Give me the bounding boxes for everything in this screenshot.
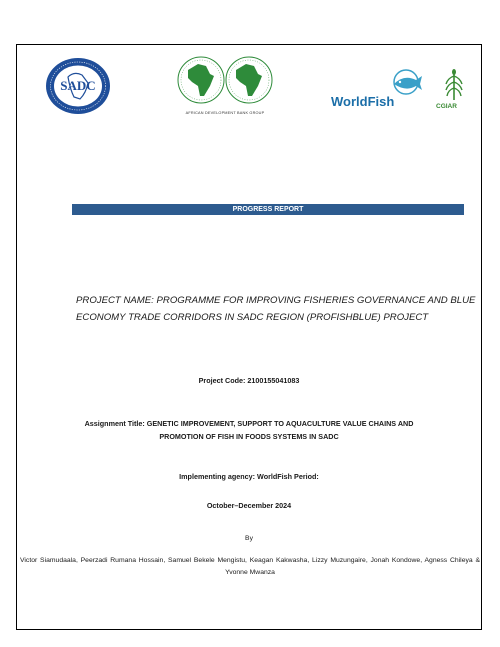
progress-report-banner: PROGRESS REPORT (72, 204, 464, 215)
cgiar-wheat-icon (442, 68, 466, 102)
by-label: By (245, 535, 253, 542)
assignment-title-line2: PROMOTION OF FISH IN FOODS SYSTEMS IN SADC (159, 432, 339, 441)
project-code: Project Code: 2100155041083 (198, 376, 300, 385)
implementing-agency: Implementing agency: WorldFish Period: (179, 472, 319, 481)
afdb-africa-logo-icon (176, 52, 276, 110)
worldfish-fish-icon (386, 68, 428, 96)
assignment-title-line1: Assignment Title: GENETIC IMPROVEMENT, SUPPORT TO AQUACULTURE VALUE CHAINS AND (84, 419, 414, 428)
project-name: PROJECT NAME: PROGRAMME FOR IMPROVING FISHERIES GOVERNANCE AND BLUE ECONOMY TRADE CORRIDORS IN SADC REGION (PROFISHBLUE) PROJECT (76, 295, 476, 323)
page-border (16, 44, 482, 630)
sadc-seal-icon (44, 57, 112, 115)
authors-list: Victor Siamudaala, Peerzadi Rumana Hossain, Samuel Bekele Mengistu, Keagan Kakwasha, Lizzy Muzungaire, Jonah Kondowe, Agness Chileya & Yvonne Mwanza (20, 557, 480, 576)
sadc-logo-text: SADC (60, 78, 96, 93)
worldfish-logo-text: WorldFish (331, 94, 395, 109)
report-period: October–December 2024 (206, 501, 292, 510)
cgiar-logo-text: CGIAR (436, 103, 457, 110)
afdb-caption: AFRICAN DEVELOPMENT BANK GROUP (185, 111, 265, 115)
